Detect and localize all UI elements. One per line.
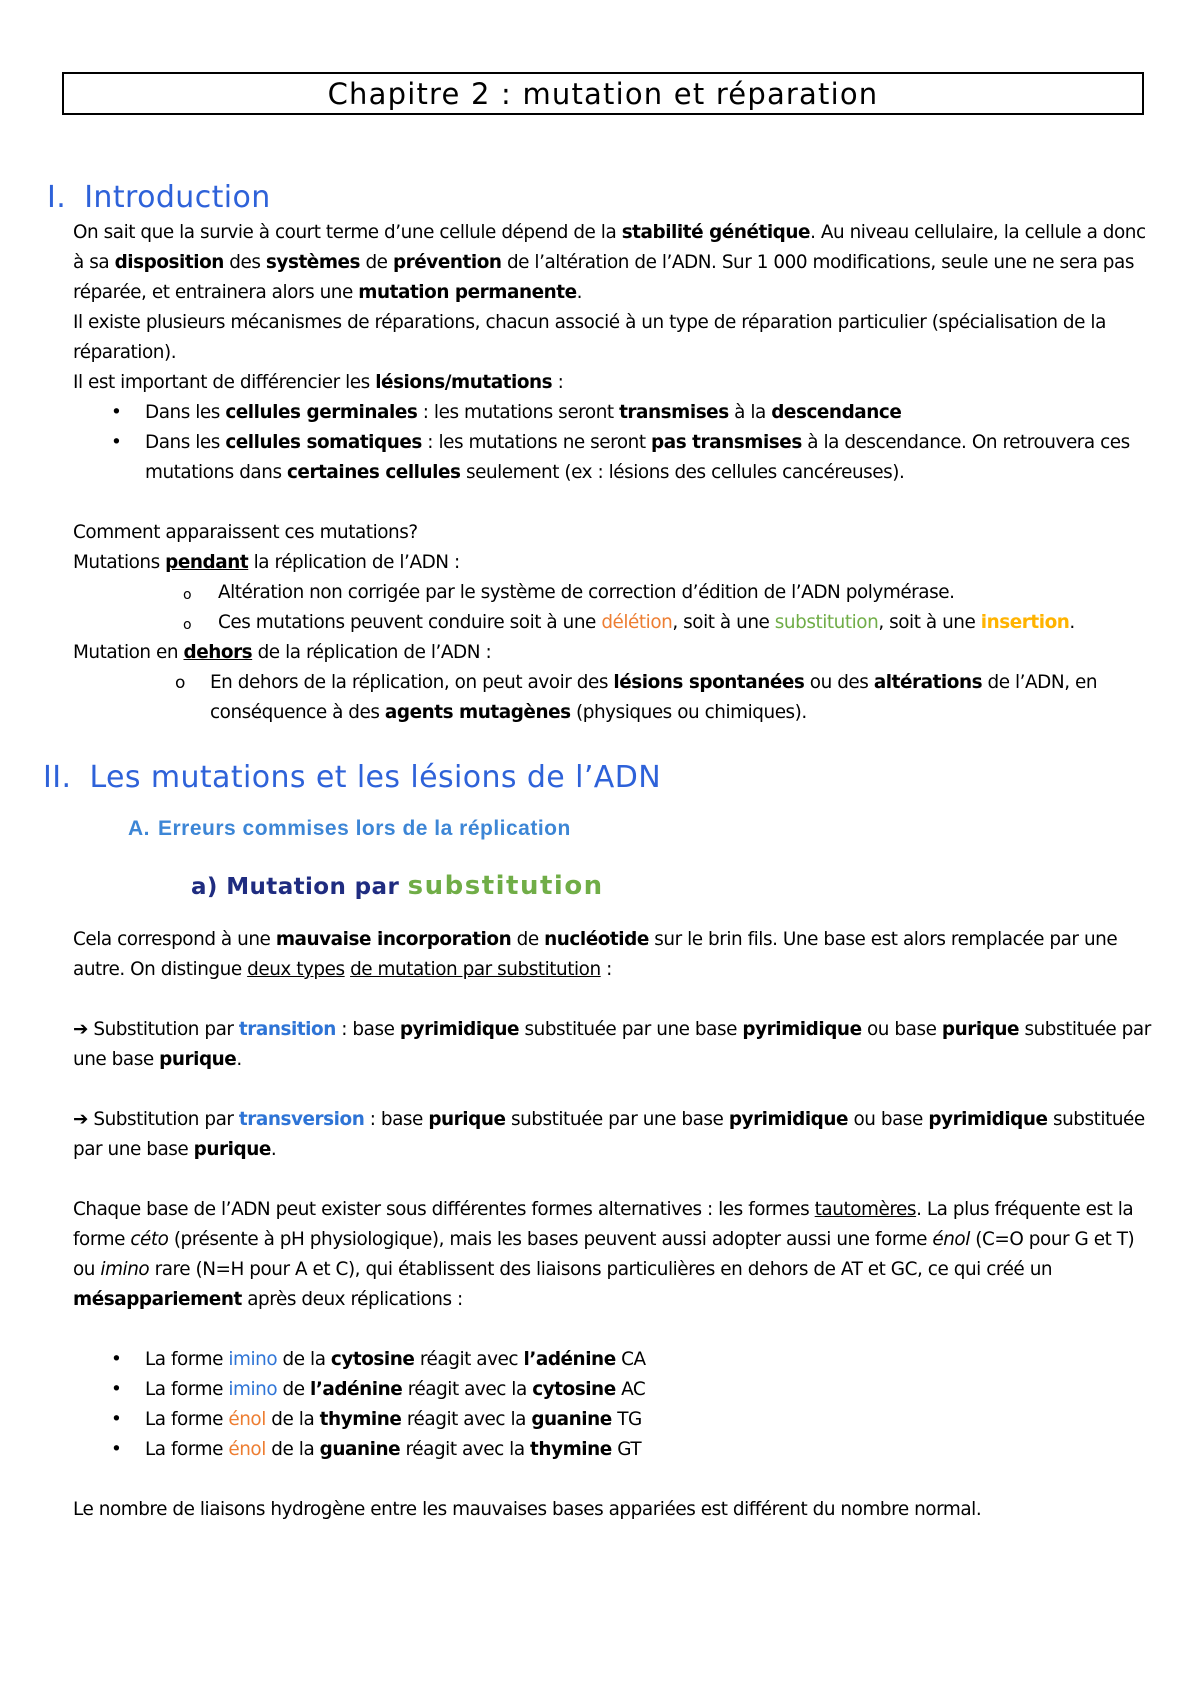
- list-item: [73, 608, 1153, 638]
- text-run: de l’altération de l’ADN. Sur 1 000 modifications, seule une ne sera pas réparée, et entrainera alors une: [73, 252, 1134, 303]
- text-run: cytosine: [330, 1349, 415, 1370]
- text-run: imino: [228, 1379, 278, 1400]
- text-run: Mutations: [73, 552, 166, 573]
- text-run: . Au niveau cellulaire, la cellule a donc à sa: [73, 222, 1146, 273]
- text-run: ou des: [804, 672, 874, 693]
- text-run: La forme: [145, 1409, 229, 1430]
- text-run: transition: [238, 1019, 336, 1040]
- text-run: systèmes: [265, 252, 361, 273]
- text-run: stabilité génétique: [621, 222, 811, 243]
- text-run: insertion: [980, 612, 1070, 633]
- text-run: altérations: [873, 672, 983, 693]
- text-run: : base: [364, 1109, 429, 1130]
- cell-type-list: [73, 398, 1153, 488]
- text-run: : les mutations ne seront: [421, 432, 652, 453]
- text-run: de: [360, 252, 393, 273]
- during-replication-list: [73, 578, 1153, 638]
- text-run: énol: [228, 1439, 266, 1460]
- section-2-title: Les mutations et les lésions de l’ADN: [89, 760, 662, 795]
- text-run: agents mutagènes: [384, 702, 571, 723]
- text-run: La forme: [145, 1349, 229, 1370]
- text-run: . La plus fréquente est la forme: [73, 1199, 1134, 1250]
- hydrogen-bond-paragraph: Le nombre de liaisons hydrogène entre les mauvaises bases appariées est différent du nombre normal.: [73, 1499, 982, 1520]
- text-run: La forme: [145, 1439, 229, 1460]
- subsubsection-heading: [191, 868, 1153, 905]
- subsubsection-highlight: substitution: [407, 871, 604, 901]
- mechanisms-paragraph: Il existe plusieurs mécanismes de réparations, chacun associé à un type de réparation particulier (spécialisation de la réparation).: [73, 312, 1106, 363]
- arrow-right-icon: ➔: [73, 1019, 88, 1040]
- text-run: Substitution par: [87, 1019, 239, 1040]
- arrow-right-icon: ➔: [73, 1109, 88, 1130]
- text-run: énol: [932, 1229, 970, 1250]
- section-1-heading: [47, 178, 1153, 218]
- text-run: thymine: [530, 1439, 612, 1460]
- text-run: lésions spontanées: [613, 672, 805, 693]
- text-run: Altération non corrigée par le système de correction d’édition de l’ADN polymérase.: [218, 582, 955, 603]
- list-item: [73, 668, 1153, 728]
- text-run: guanine: [531, 1409, 612, 1430]
- chapter-title: Chapitre 2 : mutation et réparation: [62, 72, 1144, 115]
- text-run: de la réplication de l’ADN :: [252, 642, 492, 663]
- text-run: certaines cellules: [286, 462, 461, 483]
- text-run: : les mutations seront: [417, 402, 620, 423]
- text-run: substituée par une base: [73, 1109, 1145, 1160]
- text-run: mésappariement: [73, 1289, 242, 1310]
- section-1-number: I.: [47, 180, 67, 215]
- text-run: cellules somatiques: [225, 432, 422, 453]
- section-2-number: II.: [43, 760, 72, 795]
- text-run: Dans les: [145, 432, 226, 453]
- text-run: disposition: [114, 252, 224, 273]
- text-run: énol: [228, 1409, 266, 1430]
- text-run: lésions/mutations: [375, 372, 553, 393]
- subsection-a-heading: [128, 814, 1153, 844]
- list-item: [73, 1405, 1153, 1435]
- text-run: En dehors de la réplication, on peut avoir des: [210, 672, 614, 693]
- text-run: :: [552, 372, 564, 393]
- text-run: .: [236, 1049, 242, 1070]
- outside-replication-label: [73, 638, 1153, 668]
- text-run: : base: [335, 1019, 400, 1040]
- text-run: réagit avec la: [402, 1379, 533, 1400]
- list-item: [73, 428, 1153, 488]
- text-run: céto: [130, 1229, 169, 1250]
- text-run: pendant: [165, 552, 249, 573]
- text-run: ou base: [861, 1019, 942, 1040]
- text-run: tautomères: [814, 1199, 917, 1220]
- text-run: Dans les: [145, 402, 226, 423]
- substitution-paragraph: [73, 925, 1153, 985]
- text-run: (C=O pour G et T) ou: [73, 1229, 1135, 1280]
- text-run: de la: [265, 1409, 320, 1430]
- text-run: , soit à une: [878, 612, 981, 633]
- text-run: Mutation en: [73, 642, 184, 663]
- text-run: purique: [428, 1109, 506, 1130]
- text-run: Cela correspond à une: [73, 929, 276, 950]
- text-run: de mutation par substitution: [350, 959, 601, 980]
- text-run: CA: [615, 1349, 646, 1370]
- text-run: substituée par une base: [505, 1109, 729, 1130]
- text-run: :: [600, 959, 612, 980]
- text-run: de: [277, 1379, 311, 1400]
- text-run: purique: [941, 1019, 1020, 1040]
- text-run: mauvaise incorporation: [275, 929, 512, 950]
- text-run: .: [270, 1139, 277, 1160]
- text-run: (présente à pH physiologique), mais les bases peuvent aussi adopter aussi une forme: [168, 1229, 933, 1250]
- text-run: réagit avec la: [401, 1409, 532, 1430]
- text-run: l’adénine: [523, 1349, 616, 1370]
- text-run: thymine: [319, 1409, 402, 1430]
- text-run: de la: [277, 1349, 331, 1370]
- text-run: substituée par une base: [519, 1019, 743, 1040]
- document-body: [43, 178, 1153, 1525]
- text-run: imino: [100, 1259, 150, 1280]
- text-run: pas transmises: [651, 432, 802, 453]
- lesions-intro: [73, 368, 1153, 398]
- list-item: [73, 1375, 1153, 1405]
- text-run: rare (N=H pour A et C), qui établissent des liaisons particulières en dehors de AT et GC, ce qui créé un: [149, 1259, 1053, 1280]
- text-run: prévention: [392, 252, 502, 273]
- text-run: de la: [265, 1439, 320, 1460]
- text-run: GT: [611, 1439, 642, 1460]
- text-run: purique: [193, 1139, 271, 1160]
- text-run: réagit avec la: [400, 1439, 531, 1460]
- list-item: [73, 398, 1153, 428]
- list-item: [73, 1345, 1153, 1375]
- text-run: pyrimidique: [928, 1109, 1048, 1130]
- tautomer-form-list: [73, 1345, 1153, 1465]
- text-run: dehors: [183, 642, 253, 663]
- text-run: nucléotide: [544, 929, 649, 950]
- section-2-heading: [43, 758, 1153, 798]
- text-run: deux types: [247, 959, 345, 980]
- text-run: descendance: [771, 402, 902, 423]
- text-run: transmises: [619, 402, 729, 423]
- text-run: substituée par une base: [73, 1019, 1151, 1070]
- text-run: réagit avec: [414, 1349, 524, 1370]
- text-run: sur le brin fils. Une base est alors remplacée par une autre. On distingue: [73, 929, 1118, 980]
- list-item: [73, 578, 1153, 608]
- text-run: guanine: [319, 1439, 401, 1460]
- text-run: de l’ADN, en conséquence à des: [210, 672, 1098, 723]
- text-run: pyrimidique: [742, 1019, 862, 1040]
- text-run: pyrimidique: [399, 1019, 520, 1040]
- section-1-title: Introduction: [84, 180, 271, 215]
- intro-paragraph: [73, 218, 1153, 308]
- text-run: .: [576, 282, 583, 303]
- text-run: Ces mutations peuvent conduire soit à une: [218, 612, 602, 633]
- mutations-question: Comment apparaissent ces mutations?: [73, 522, 418, 543]
- text-run: TG: [611, 1409, 642, 1430]
- text-run: AC: [615, 1379, 646, 1400]
- text-run: à la: [728, 402, 772, 423]
- text-run: ou base: [848, 1109, 929, 1130]
- text-run: On sait que la survie à court terme d’une cellule dépend de la: [73, 222, 622, 243]
- subsubsection-prefix: a) Mutation par: [191, 874, 408, 900]
- text-run: mutation permanente: [358, 282, 577, 303]
- transversion-paragraph: [73, 1105, 1153, 1165]
- text-run: après deux réplications :: [241, 1289, 463, 1310]
- text-run: seulement (ex : lésions des cellules cancéreuses).: [460, 462, 905, 483]
- text-run: de: [511, 929, 545, 950]
- transition-paragraph: [73, 1015, 1153, 1075]
- text-run: .: [1069, 612, 1075, 633]
- transversion-text: [73, 1109, 1145, 1160]
- text-run: (physiques ou chimiques).: [570, 702, 807, 723]
- text-run: La forme: [145, 1379, 229, 1400]
- subsection-a-number: A.: [128, 817, 150, 840]
- text-run: Substitution par: [87, 1109, 239, 1130]
- text-run: l’adénine: [310, 1379, 403, 1400]
- text-run: Chaque base de l’ADN peut exister sous différentes formes alternatives : les formes: [73, 1199, 815, 1220]
- text-run: imino: [228, 1349, 278, 1370]
- text-run: transversion: [238, 1109, 365, 1130]
- list-item: [73, 1435, 1153, 1465]
- subsection-a-title: Erreurs commises lors de la réplication: [158, 817, 571, 840]
- text-run: Il est important de différencier les: [73, 372, 376, 393]
- tautomer-paragraph: [73, 1195, 1153, 1315]
- text-run: , soit à une: [672, 612, 775, 633]
- text-run: à la descendance. On retrouvera ces mutations dans: [145, 432, 1130, 483]
- text-run: la réplication de l’ADN :: [248, 552, 460, 573]
- text-run: des: [223, 252, 266, 273]
- text-run: purique: [159, 1049, 237, 1070]
- text-run: délétion: [601, 612, 673, 633]
- text-run: cellules germinales: [225, 402, 418, 423]
- during-replication-label: [73, 548, 1153, 578]
- outside-replication-list: [73, 668, 1153, 728]
- text-run: cytosine: [532, 1379, 616, 1400]
- text-run: pyrimidique: [728, 1109, 849, 1130]
- transition-text: [73, 1019, 1151, 1070]
- text-run: substitution: [774, 612, 879, 633]
